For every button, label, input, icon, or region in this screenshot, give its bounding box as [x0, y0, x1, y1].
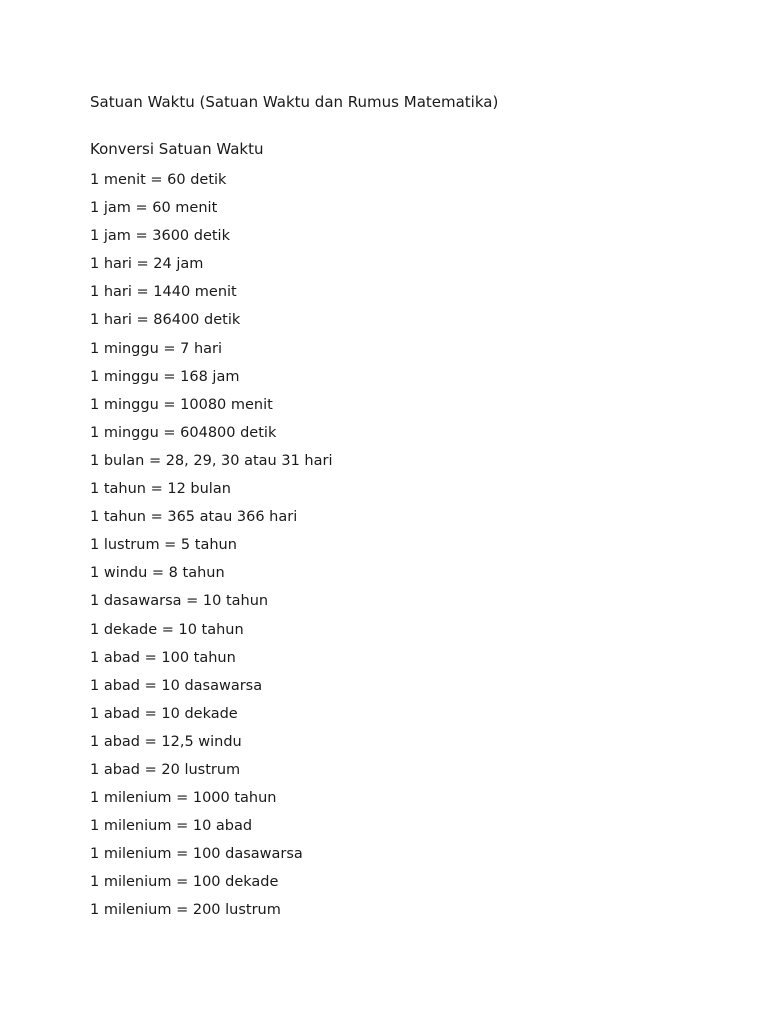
conversion-item: 1 jam = 3600 detik	[90, 228, 230, 245]
conversion-item: 1 minggu = 168 jam	[90, 368, 240, 385]
conversion-item: 1 abad = 20 lustrum	[90, 761, 241, 778]
conversion-item: 1 abad = 10 dekade	[90, 705, 238, 722]
conversion-item: 1 menit = 60 detik	[90, 172, 227, 188]
conversion-item: 1 milenium = 100 dekade	[90, 874, 279, 891]
document-page	[90, 91, 728, 925]
conversion-item: 1 milenium = 1000 tahun	[90, 790, 277, 807]
conversion-item: 1 minggu = 7 hari	[90, 340, 223, 357]
conversion-item: 1 milenium = 10 abad	[90, 818, 253, 835]
conversion-item: 1 tahun = 365 atau 366 hari	[90, 509, 298, 526]
conversion-item: 1 abad = 10 dasawarsa	[90, 677, 263, 694]
conversion-list	[90, 166, 728, 925]
conversion-item: 1 tahun = 12 bulan	[90, 481, 231, 498]
conversion-item: 1 milenium = 100 dasawarsa	[90, 846, 303, 863]
conversion-item: 1 hari = 86400 detik	[90, 312, 241, 329]
conversion-item: 1 minggu = 10080 menit	[90, 396, 273, 413]
conversion-item: 1 bulan = 28, 29, 30 atau 31 hari	[90, 452, 333, 469]
conversion-item: 1 lustrum = 5 tahun	[90, 537, 237, 554]
conversion-item: 1 dasawarsa = 10 tahun	[90, 593, 269, 610]
conversion-item: 1 hari = 24 jam	[90, 256, 204, 273]
conversion-item: 1 minggu = 604800 detik	[90, 424, 277, 441]
conversion-item: 1 milenium = 200 lustrum	[90, 902, 281, 919]
conversion-item: 1 dekade = 10 tahun	[90, 621, 244, 638]
conversion-item: 1 windu = 8 tahun	[90, 565, 225, 582]
conversion-item: 1 abad = 100 tahun	[90, 649, 236, 666]
section-heading: Konversi Satuan Waktu	[90, 140, 264, 158]
conversion-item: 1 jam = 60 menit	[90, 200, 218, 217]
conversion-item: 1 hari = 1440 menit	[90, 284, 237, 301]
conversion-item: 1 abad = 12,5 windu	[90, 733, 242, 750]
document-title: Satuan Waktu (Satuan Waktu dan Rumus Matematika)	[90, 93, 499, 111]
